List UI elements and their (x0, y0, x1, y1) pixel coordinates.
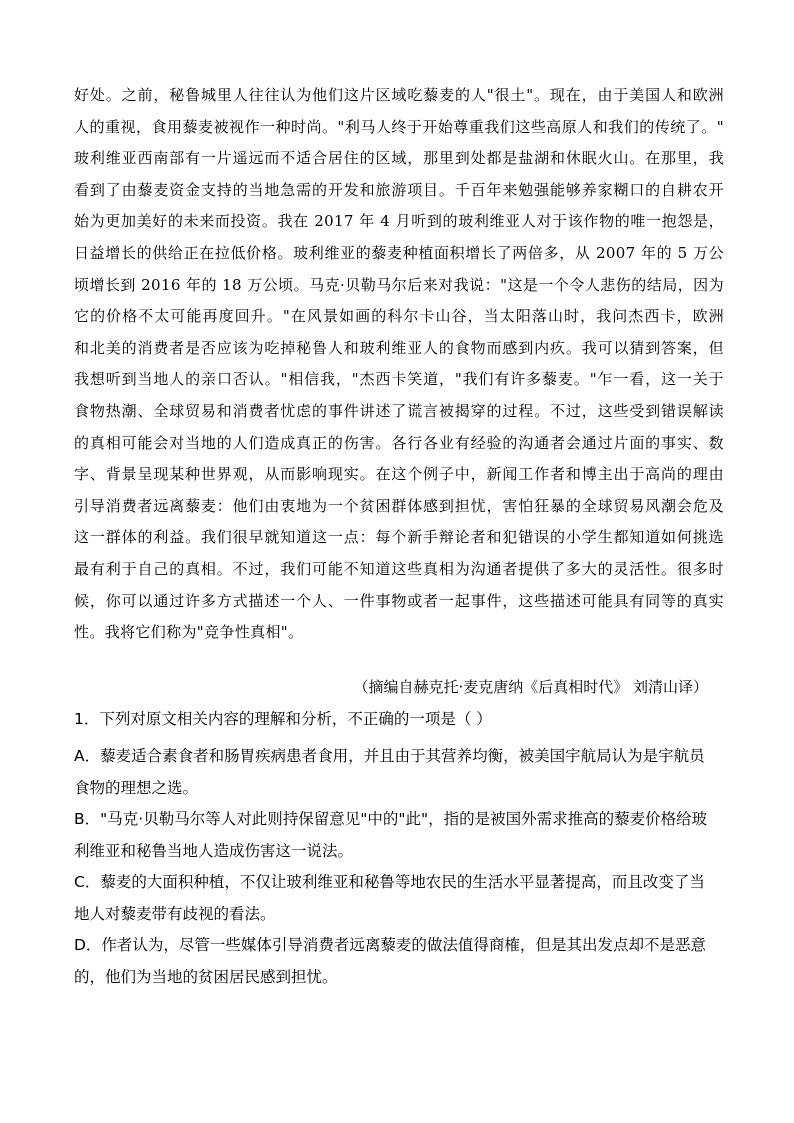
option-line: D．作者认为，尽管一些媒体引导消费者远离藜麦的做法值得商榷，但是其出发点却不是恶意 (74, 936, 706, 954)
option-line: A．藜麦适合素食者和肠胃疾病患者食用，并且由于其营养均衡，被美国宇航局认为是宇航员 (74, 747, 705, 765)
option-a (74, 741, 724, 804)
passage-line: 日益增长的供给正在拉低价格。玻利维亚的藜麦种植面积增长了两倍多，从 2007 年的 5 万公 (74, 243, 724, 262)
passage-line: 这一群体的利益。我们很早就知道这一点：每个新手辩论者和犯错误的小学生都知道如何挑选 (74, 528, 724, 547)
option-line: B．"马克·贝勒马尔等人对此则持保留意见"中的"此"，指的是被国外需求推高的藜麦价格给玻 (74, 810, 708, 828)
passage-line: 最有利于自己的真相。不过，我们可能不知道这些真相为沟通者提供了多大的灵活性。很多时 (74, 559, 724, 578)
option-b (74, 804, 724, 867)
option-line: 地人对藜麦带有歧视的看法。 (74, 904, 276, 923)
passage-line: 始为更加美好的未来而投资。我在 2017 年 4 月听到的玻利维亚人对于该作物的唯一抱怨是， (74, 212, 724, 231)
passage-line: 好处。之前，秘鲁城里人往往认为他们这片区域吃藜麦的人"很土"。现在，由于美国人和欧洲 (74, 86, 724, 104)
passage-line: 玻利维亚西南部有一片遥远而不适合居住的区域，那里到处都是盐湖和休眠火山。在那里，我 (74, 149, 724, 168)
passage-line: 看到了由藜麦资金支持的当地急需的开发和旅游项目。千百年来勉强能够养家糊口的自耕农开 (74, 180, 724, 199)
passage-line: 的真相可能会对当地的人们造成真正的伤害。各行各业有经验的沟通者会通过片面的事实、数 (74, 433, 724, 452)
option-line: 利维亚和秘鲁当地人造成伤害这一说法。 (74, 841, 354, 860)
passage-line: 性。我将它们称为"竞争性真相"。 (74, 623, 304, 642)
option-d (74, 930, 724, 993)
passage-line: 引导消费者远离藜麦：他们由衷地为一个贫困群体感到担忧，害怕狂暴的全球贸易风潮会危及 (74, 496, 724, 515)
option-line: C．藜麦的大面积种植，不仅让玻利维亚和秘鲁等地农民的生活水平显著提高，而且改变了当 (74, 873, 705, 891)
passage-line: 候，你可以通过许多方式描述一个人、一件事物或者一起事件，这些描述可能具有同等的真实 (74, 591, 724, 610)
passage-line: 顷增长到 2016 年的 18 万公顷。马克·贝勒马尔后来对我说："这是一个令人悲伤的结局，因为 (74, 275, 724, 294)
option-line: 的，他们为当地的贫困居民感到担忧。 (74, 967, 338, 986)
passage-line: 和北美的消费者是否应该为吃掉秘鲁人和玻利维亚人的食物而感到内疚。我可以猜到答案，但 (74, 338, 724, 357)
passage-source-citation: （摘编自赫克托·麦克唐纳《后真相时代》 刘清山译） (353, 678, 708, 696)
passage-line: 它的价格不太可能再度回升。"在风景如画的科尔卡山谷，当太阳落山时，我问杰西卡，欧洲 (74, 307, 724, 326)
passage-line: 食物热潮、全球贸易和消费者忧虑的事件讲述了谎言被揭穿的过程。不过，这些受到错误解读 (74, 401, 724, 420)
question-stem: 1．下列对原文相关内容的理解和分析，不正确的一项是（ ） (74, 710, 492, 728)
passage-line: 我想听到当地人的亲口否认。"相信我，"杰西卡笑道，"我们有许多藜麦。"乍一看，这一关于 (74, 370, 724, 389)
passage-line: 人的重视，食用藜麦被视作一种时尚。"利马人终于开始尊重我们这些高原人和我们的传统了。" (74, 117, 724, 136)
passage-body (74, 80, 724, 649)
option-line: 食物的理想之选。 (74, 778, 199, 797)
option-c (74, 867, 724, 930)
question-block (74, 708, 724, 993)
passage-line: 字、背景呈现某种世界观，从而影响现实。在这个例子中，新闻工作者和博主出于高尚的理由 (74, 465, 724, 484)
